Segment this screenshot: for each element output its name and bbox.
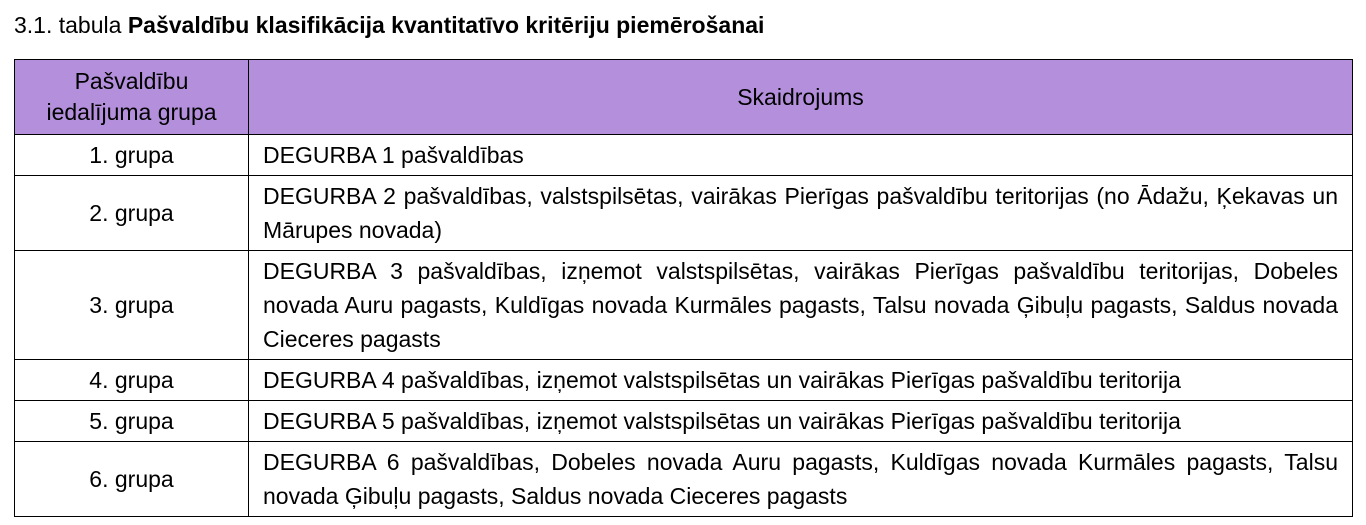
cell-group: 3. grupa [15, 251, 249, 360]
cell-group: 6. grupa [15, 442, 249, 517]
table-row [15, 251, 1353, 360]
cell-group: 4. grupa [15, 360, 249, 401]
table-row [15, 135, 1353, 176]
caption-number: 3.1. tabula [14, 12, 122, 38]
cell-description: DEGURBA 6 pašvaldības, Dobeles novada Auru pagasts, Kuldīgas novada Kurmāles pagasts, Talsu novada Ģibuļu pagasts, Saldus novada Cieceres pagasts [249, 442, 1353, 517]
table-row [15, 360, 1353, 401]
cell-group: 2. grupa [15, 176, 249, 251]
cell-description: DEGURBA 3 pašvaldības, izņemot valstspilsētas, vairākas Pierīgas pašvaldību teritorijas, Dobeles novada Auru pagasts, Kuldīgas novada Kurmāles pagasts, Talsu novada Ģibuļu pagasts, Saldus novada Cieceres pagasts [249, 251, 1353, 360]
table-row [15, 442, 1353, 517]
table-caption [14, 10, 764, 40]
cell-group: 1. grupa [15, 135, 249, 176]
caption-title: Pašvaldību klasifikācija kvantitatīvo kritēriju piemērošanai [127, 12, 765, 38]
cell-description: DEGURBA 4 pašvaldības, izņemot valstspilsētas un vairākas Pierīgas pašvaldību teritorija [249, 360, 1353, 401]
cell-description: DEGURBA 5 pašvaldības, izņemot valstspilsētas un vairākas Pierīgas pašvaldību teritorija [249, 401, 1353, 442]
header-group-label: Pašvaldību iedalījuma grupa [46, 68, 217, 125]
cell-description: DEGURBA 2 pašvaldības, valstspilsētas, vairākas Pierīgas pašvaldību teritorijas (no Ādažu, Ķekavas un Mārupes novada) [249, 176, 1353, 251]
header-description: Skaidrojums [249, 60, 1353, 135]
table-header-row [15, 60, 1353, 135]
cell-description: DEGURBA 1 pašvaldības [249, 135, 1353, 176]
cell-group: 5. grupa [15, 401, 249, 442]
table-row [15, 176, 1353, 251]
table-row [15, 401, 1353, 442]
classification-table [14, 59, 1353, 517]
header-group [15, 60, 249, 135]
